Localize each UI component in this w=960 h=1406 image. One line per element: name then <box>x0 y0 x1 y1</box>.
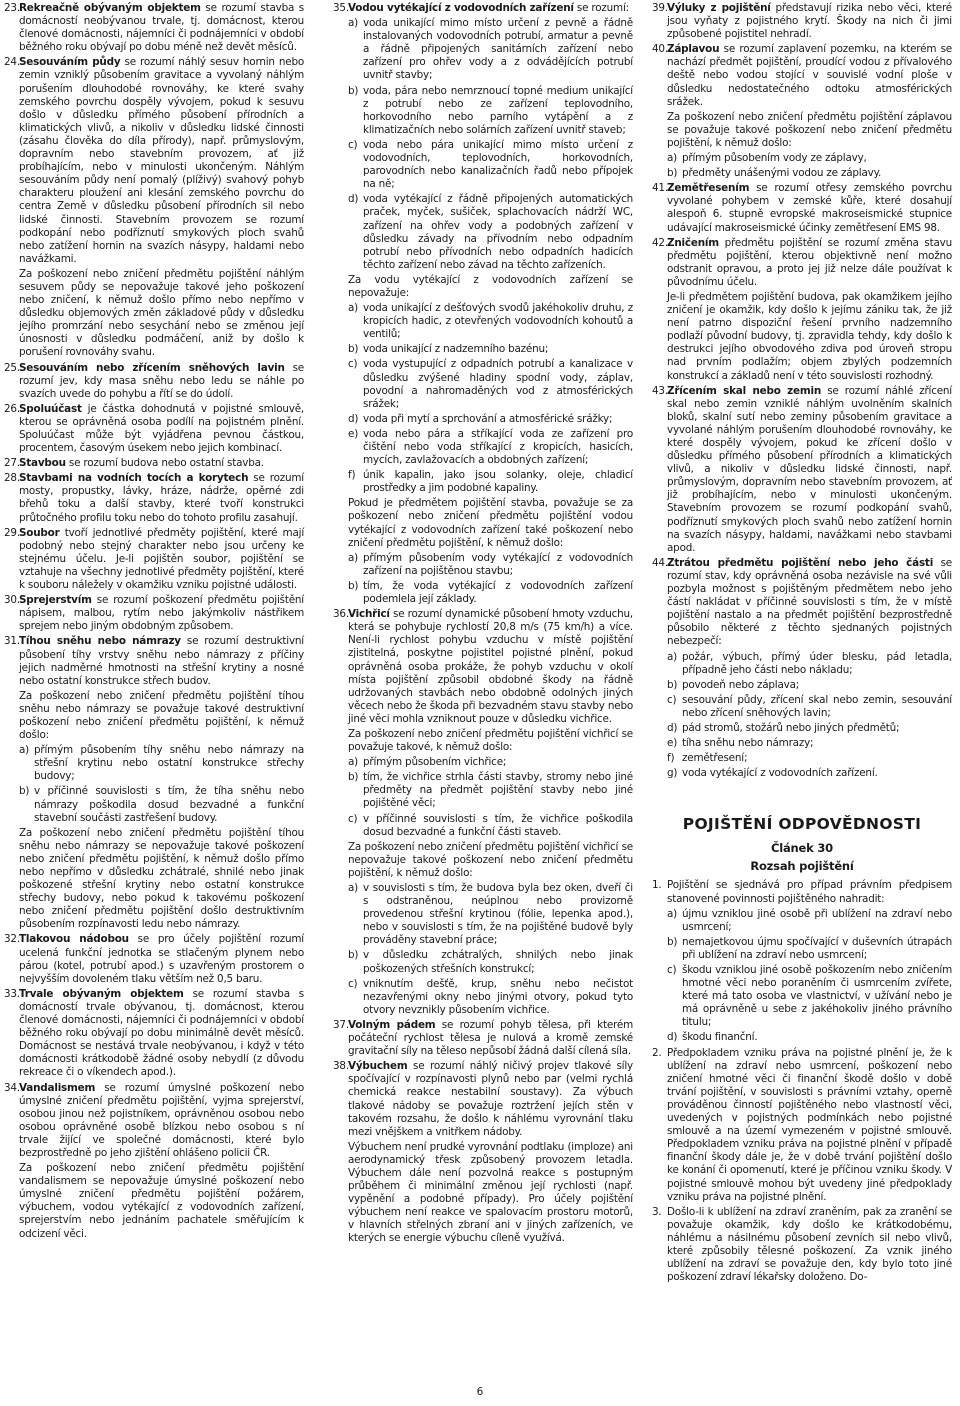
list-item <box>333 85 633 137</box>
list-item-text: škodu finanční. <box>682 1031 758 1044</box>
paragraph-text: se rozumí destruktivní působení tíhy vrstvy sněhu nebo námrazy z příčiny jejich nadměrné hmotnosti na střešní krytiny a nosné nebo ostatní konstrukce střech budov. <box>19 635 304 687</box>
list-item-text: v důsledku zchátralých, shnilých nebo jinak poškozených střešních konstrukcí; <box>363 949 633 975</box>
numbered-paragraph <box>4 457 304 470</box>
list-item-text: přímým působením tíhy sněhu nebo námrazy na střešní krytinu nebo ostatní konstrukce střechy budovy; <box>34 744 304 783</box>
list-item <box>333 771 633 810</box>
paragraph: Za poškození nebo zničení předmětu pojištění vandalismem se nepovažuje úmyslné poškození nebo úmyslné zničení předmětu pojištění požárem, výbuchem, vodou vytékající z vodovodních zařízení, sprejerstvím nebo jednáním pachatele směřujícím k odcizení věci. <box>19 1162 304 1240</box>
defined-term: Sprejerstvím <box>19 594 92 607</box>
list-item <box>652 722 952 735</box>
defined-term: Volným pádem <box>348 1018 436 1031</box>
paragraph-number: 1. <box>652 879 662 892</box>
defined-term: Výbuchem <box>348 1060 408 1073</box>
list-letter: a) <box>348 756 359 769</box>
paragraph-text: se rozumí poškození předmětu pojištění nápisem, malbou, rytím nebo jakýmkoliv nástřikem sprejem nebo jiným obdobným způsobem. <box>19 594 304 633</box>
paragraph-number: 37. <box>333 1018 349 1031</box>
paragraph-text: se rozumí otřesy zemského povrchu vyvolané pohybem v zemské kůře, které dosahují alespoň 6. stupně evropské makroseismické stupnice udávající makroseismické účinky zemětřesení EMS 98. <box>667 182 952 234</box>
list-item <box>333 580 633 606</box>
list-letter: a) <box>348 302 359 315</box>
numbered-paragraph <box>4 56 304 266</box>
list-letter: b) <box>667 167 678 180</box>
list-item <box>652 964 952 1029</box>
list-item-text: škodu vzniklou jiné osobě poškozením nebo zničením hmotné věci nebo poraněním či usmrcením zvířete, které má tato osoba ve vlastnictví, v užívání nebo je má oprávněně u sebe z jakéhokoliv jiného právního titulu; <box>682 964 952 1029</box>
list-item <box>4 744 304 783</box>
list-item-text: únik kapalin, jako jsou solanky, oleje, chladicí prostředky a jim podobné kapaliny. <box>363 469 633 495</box>
list-item-text: přímým působením vichřice; <box>363 756 507 769</box>
page-number: 6 <box>476 1386 484 1398</box>
paragraph: Za poškození nebo zničení předmětu pojištění vichřicí se považuje takové, k němuž došlo: <box>348 727 633 754</box>
list-item <box>652 908 952 934</box>
numbered-paragraph <box>652 1047 952 1204</box>
paragraph-number: 41. <box>652 182 668 195</box>
numbered-paragraph <box>652 1206 952 1285</box>
list-item <box>652 936 952 962</box>
list-item <box>652 1031 952 1044</box>
article-number: Článek 30 <box>771 841 833 856</box>
list-letter: c) <box>667 964 677 976</box>
paragraph-number: 39. <box>652 2 668 14</box>
list-letter: a) <box>348 17 359 30</box>
list-letter: d) <box>348 193 359 206</box>
list-item-text: voda vytékající z řádně připojených automatických praček, myček, sušiček, splachovacích nádrží WC, zařízení na ohřev vody a podobných zařízení v důsledku závady na přívodním nebo odpadním potrubí nebo přívodních nebo odpadních hadicích těchto zařízení nebo závad na těchto zařízeních. <box>363 193 633 271</box>
list-item-text: voda vystupující z odpadních potrubí a kanalizace v důsledku zvýšené hladiny spodní vody, záplav, povodní a nahromaděných vod z atmosférických srážek; <box>363 358 633 410</box>
paragraph-text: se rozumí: <box>573 2 629 14</box>
list-letter: c) <box>348 358 358 371</box>
list-item <box>333 193 633 272</box>
paragraph-text: Předpokladem vzniku práva na pojistné plnění je, že k ublížení na zdraví nebo usmrcení, poškození nebo zničení hmotné věci či finanční škodě došlo v době trvání pojištění, v souvislosti s právními vztahy, operně prováděnou činností pojištěného nebo vlastností věci, uvedených v pojistných podmínkách nebo pojistné smlouvě a na území vymezeném v pojistné smlouvě. Předpokladem vzniku práva na pojistné plnění v případě finanční škody dále je, že v době trvání pojištění došlo ke konání či opomenutí, které je příčinou vzniku škody. V pojistné smlouvě mohou být uvedeny jiné předpoklady vzniku práva na pojistné plnění. <box>667 1046 952 1203</box>
numbered-paragraph <box>4 362 304 401</box>
defined-term: Tíhou sněhu nebo námrazy <box>19 635 181 648</box>
paragraph-text: se rozumí stavba s domácností neobývanou trvale, tj. domácnost, kterou členové domácnosti, nájemníci či podnájemníci v období běžného roku obývají po dobu méně než devět měsíců. <box>19 2 304 54</box>
defined-term: Zničením <box>667 236 719 249</box>
list-item-text: sesouvání půdy, zřícení skal nebo zemin, sesouvání nebo zřícení sněhových lavin; <box>682 693 952 719</box>
list-item <box>333 949 633 975</box>
list-item <box>333 17 633 82</box>
list-letter: a) <box>667 152 678 165</box>
document-page <box>4 2 952 1382</box>
list-letter: a) <box>667 650 678 663</box>
paragraph: Za poškození nebo zničení předmětu pojištění tíhou sněhu nebo námrazy se považuje takové destruktivní poškození nebo zničení předmětu pojištění, k němuž došlo: <box>19 689 304 742</box>
paragraph-text: se rozumí budova nebo ostatní stavba. <box>65 457 264 470</box>
list-item <box>652 767 952 780</box>
list-letter: e) <box>667 737 678 750</box>
list-item <box>652 694 952 720</box>
numbered-paragraph <box>4 988 304 1080</box>
paragraph-number: 43. <box>652 384 668 397</box>
list-item <box>333 978 633 1017</box>
numbered-paragraph <box>4 594 304 633</box>
numbered-paragraph <box>333 2 633 15</box>
list-item-text: povodeň nebo záplava; <box>682 678 800 691</box>
paragraph-number: 27. <box>4 457 20 470</box>
list-letter: b) <box>19 785 30 798</box>
list-item <box>652 752 952 765</box>
list-letter: f) <box>348 469 356 482</box>
defined-term: Soubor <box>19 526 60 539</box>
list-item-text: přímým působením vody vytékající z vodovodních zařízení na pojištěnou stavbu; <box>363 551 633 577</box>
paragraph-number: 33. <box>4 987 20 1000</box>
numbered-paragraph <box>4 1082 304 1161</box>
defined-term: Zřícením skal nebo zemin <box>667 384 822 397</box>
paragraph-text: se rozumí pohyb tělesa, při kterém počáteční rychlost tělesa je nulová a kromě zemské gravitační síly na těleso nepůsobí žádná další cílená síla. <box>348 1018 633 1058</box>
list-item <box>333 552 633 578</box>
paragraph-text: se rozumí náhlý ničivý projev tlakové síly spočívající v rozpínavosti plynů nebo par (velmi rychlá chemická reakce nestabilní soustavy). Za výbuch tlakové nádoby se považuje roztržení jejích stěn v takovém rozsahu, že došlo k náhlému vyrovnání tlaku mezi vnějškem a vnitřkem nádoby. <box>348 1060 633 1138</box>
list-letter: a) <box>348 551 359 564</box>
numbered-paragraph <box>652 2 952 41</box>
paragraph-text: předmětu pojištění se rozumí změna stavu předmětu pojištění, kterou objektivně není možno odstranit opravou, a proto jej již nelze dále používat k původnímu účelu. <box>667 236 952 288</box>
defined-term: Zemětřesením <box>667 182 750 195</box>
list-letter: b) <box>667 678 678 691</box>
numbered-paragraph <box>652 182 952 234</box>
list-item-text: voda unikající z nadzemního bazénu; <box>363 343 549 356</box>
list-letter: b) <box>667 935 678 948</box>
list-item <box>652 167 952 180</box>
paragraph-text: je částka dohodnutá v pojistné smlouvě, kterou se oprávněná osoba podílí na pojistném plnění. Spoluúčast může být vyjádřena pevnou částkou, procentem, časovým úsekem nebo jejich kombinací. <box>19 402 304 455</box>
defined-term: Stavbami na vodních tocích a korytech <box>19 472 249 485</box>
defined-term: Záplavou <box>667 43 720 56</box>
paragraph-number: 26. <box>4 402 20 415</box>
paragraph: Je-li předmětem pojištění budova, pak okamžikem jejího zničení je okamžik, kdy došlo k jejímu zániku tak, že již není patrno dispoziční řešení prvního nadzemního podlaží původní budovy, tj. zpravidla tehdy, kdy došlo k destrukci jejího obvodového zdiva pod úroveň stropu nad prvním podlažím; objem zbylých podzemních konstrukcí a základů není v této souvislosti rozhodný. <box>667 290 952 382</box>
list-item-text: tíha sněhu nebo námrazy; <box>682 737 814 750</box>
list-item <box>333 343 633 356</box>
defined-term: Vodou vytékající z vodovodních zařízení <box>348 2 574 14</box>
numbered-paragraph <box>4 2 304 54</box>
list-letter: a) <box>667 907 678 920</box>
numbered-paragraph <box>4 472 304 524</box>
list-item-text: zemětřesení; <box>682 752 748 765</box>
list-letter: b) <box>348 771 359 784</box>
paragraph-text: se pro účely pojištění rozumí ucelená funkční jednotka se stlačeným plynem nebo párou (kotel, potrubí apod.) s uzavřeným prostorem o nejvyšším dovoleném tlaku větším než 0,5 baru. <box>19 933 304 985</box>
paragraph: Za vodu vytékající z vodovodních zařízení se nepovažuje: <box>348 273 633 299</box>
list-item-text: přímým působením vody ze záplavy, <box>682 152 867 165</box>
defined-term: Tlakovou nádobou <box>19 933 129 946</box>
paragraph-number: 42. <box>652 236 668 249</box>
defined-term: Stavbou <box>19 457 66 470</box>
paragraph-number: 32. <box>4 933 20 946</box>
numbered-paragraph <box>333 608 633 726</box>
list-item <box>333 428 633 467</box>
column-right <box>652 2 952 1286</box>
numbered-paragraph <box>4 635 304 687</box>
article-title: Rozsah pojištění <box>750 859 854 874</box>
list-letter: d) <box>667 1031 678 1044</box>
paragraph-text: Došlo-li k ublížení na zdraví zraněním, pak za zranění se považuje okamžik, kdy došlo ke krátkodobému, náhlému a násilnému působení zevních sil nebo vlivů, které způsobily tělesné poškození. Za vznik jiného ublížení na zdraví se považuje den, kdy bylo toto jiné poškození zdraví lékařsky doloženo. Do- <box>667 1205 952 1284</box>
list-item-text: voda vytékající z vodovodních zařízení. <box>682 767 878 780</box>
paragraph-number: 34. <box>4 1081 20 1094</box>
list-item-text: újmu vzniklou jiné osobě při ublížení na zdraví nebo usmrcení; <box>682 907 952 933</box>
numbered-paragraph <box>652 385 952 555</box>
section-title: POJIŠTĚNÍ ODPOVĚDNOSTI <box>682 815 922 834</box>
paragraph-text: se rozumí náhlé zřícení skal nebo zemin vzniklé náhlým uvolněním skalních bloků, skalní sutí nebo zeminy působením gravitace a vyvolané náhlým porušením dlouhodobé rovnováhy, ke které dospěly vývojem, pokud ke zřícení došlo v důsledku přímého působení přírodních a klimatických vlivů, a nikoliv v důsledku lidské činnosti, např. průmyslovým, dopravním nebo stavebním provozem, ať již probíhajícím, nebo v minulosti ukončeným. Stavebním provozem se rozumí podkopání svahů, podříznutí smykových ploch svahů nebo zatížení hornin na svazích násypy, haldami, navážkami nebo stavbami apod. <box>667 384 952 554</box>
defined-term: Vandalismem <box>19 1081 96 1094</box>
paragraph-text: se rozumí dynamické působení hmoty vzduchu, která se pohybuje rychlostí 20,8 m/s (75 km/h) a více. Není-li rychlost pohybu vzduchu v místě pojištění zjistitelná, poskytne pojistitel pojistné plnění, pokud oprávněná osoba prokáže, že pohyb vzduchu v okolí místa pojištění způsobil obdobné škody na řádně udržovaných stavbách nebo obdobně odolných jiných věcech nebo že škoda při bezvadném stavu stavby nebo jiné věci mohla vzniknout pouze v důsledku vichřice. <box>348 608 633 725</box>
defined-term: Sesouváním nebo zřícením sněhových lavin <box>19 361 285 374</box>
column-left <box>4 2 304 1243</box>
paragraph-number: 36. <box>333 608 349 621</box>
column-middle <box>333 2 633 1248</box>
defined-term: Trvale obývaným objektem <box>19 987 184 1000</box>
paragraph-number: 40. <box>652 43 668 56</box>
list-item-text: voda nebo pára unikající mimo místo určení z vodovodních, teplovodních, horkovodních, parovodních nebo kanalizačních řadů nebo přípojek na ně; <box>363 138 633 191</box>
list-letter: a) <box>348 882 359 894</box>
list-item-text: tím, že voda vytékající z vodovodních zařízení podemlela její základy. <box>363 579 633 606</box>
numbered-paragraph <box>4 933 304 985</box>
paragraph: Výbuchem není prudké vyrovnání podtlaku (implozе) ani aerodynamický třesk způsobený provozem letadla. Výbuchem dále není pozvolná reakce s postupným průběhem či minimální změnou její rychlosti (např. vypěnění a podobné případy). Pro účely pojištění výbuchem není reakce ve spalovacím prostoru motorů, v hlavních střelných zbraní ani v jiných zařízeních, ve kterých se energie výbuchu cíleně využívá. <box>348 1140 633 1245</box>
list-letter: c) <box>667 693 677 706</box>
list-item-text: v příčinné souvislosti s tím, že tíha sněhu nebo námrazy poškodila dosud bezvadné a funkční stavební součásti zastřešení budovy. <box>34 785 304 824</box>
list-item-text: voda unikající z dešťových svodů jakéhokoliv druhu, z kropicích hadic, z otevřených vodovodních kohoutů a ventilů; <box>363 302 633 341</box>
list-item-text: tím, že vichřice strhla části stavby, stromy nebo jiné předměty na předmět pojištění stavby nebo jiné pojištěné věci; <box>363 771 633 810</box>
numbered-paragraph <box>652 43 952 108</box>
list-item <box>4 785 304 824</box>
list-item-text: požár, výbuch, přímý úder blesku, pád letadla, případně jeho části nebo nákladu; <box>682 650 952 676</box>
numbered-paragraph <box>652 879 952 905</box>
list-item <box>333 302 633 341</box>
numbered-paragraph <box>4 403 304 455</box>
list-item <box>333 413 633 426</box>
list-item-text: v příčinné souvislosti s tím, že vichřice poškodila dosud bezvadné a funkční části staveb. <box>363 812 633 838</box>
defined-term: Rekreačně obývaným objektem <box>19 2 201 14</box>
paragraph-text: se rozumí jev, kdy masa sněhu nebo ledu se náhle po svazích uvede do pohybu a řítí se do údolí. <box>19 361 304 400</box>
paragraph: Pokud je předmětem pojištění stavba, považuje se za poškození nebo zničení předmětu pojištění vodou vytékající z vodovodních zařízení také poškození nebo zničení předmětu pojištění, k němuž došlo: <box>348 497 633 549</box>
paragraph-number: 38. <box>333 1060 349 1073</box>
list-item <box>333 882 633 947</box>
numbered-paragraph <box>652 557 952 649</box>
paragraph-text: se rozumí zaplavení pozemku, na kterém se nachází předmět pojištění, proudící vodou z přívalového deště nebo vodou stojící v souvislé vodní ploše v důsledku nedostatečného odtoku atmosférických srážek. <box>667 43 952 108</box>
paragraph-text: představují rizika nebo věci, které jsou vyňaty z pojistného krytí. Škody na nich či jimi způsobené pojistitel nehradí. <box>667 2 952 41</box>
list-letter: b) <box>348 579 359 592</box>
paragraph-number: 24. <box>4 56 20 69</box>
list-item <box>333 139 633 191</box>
definitions-continued <box>652 2 952 780</box>
list-item-text: pád stromů, stožárů nebo jiných předmětů; <box>682 721 900 734</box>
paragraph-text: se rozumí stavba s domácností trvale obývanou, tj. domácnost, kterou členové domácnosti, nájemníci či podnájemníci v období běžného roku obývají po dobu minimálně devět měsíců. Domácnost se nestává trvale neobývanou, i když v této domácnosti krátkodobě žádné osoby nebydlí (z důvodu rekreace či o víkendech apod.). <box>19 987 305 1079</box>
defined-term: Ztrátou předmětu pojištění nebo jeho části <box>667 556 934 569</box>
list-letter: b) <box>348 343 359 356</box>
paragraph-number: 2. <box>652 1046 662 1059</box>
list-item <box>652 651 952 677</box>
list-letter: e) <box>348 427 359 440</box>
paragraph-number: 23. <box>4 2 20 14</box>
list-letter: b) <box>348 84 359 97</box>
paragraph-number: 35. <box>333 2 349 14</box>
paragraph-text: se rozumí úmyslné poškození nebo úmyslné zničení předmětu pojištění, vyjma sprejerství, osobou jinou než pojistníkem, oprávněnou osobou nebo osobou oprávněné osobě blízkou nebo osobou s ní trvale žijící ve společné domácnosti, které bylo bezprostředně po jeho zjištění ohlášeno policii ČR. <box>19 1081 304 1159</box>
list-item-text: v souvislosti s tím, že budova byla bez oken, dveří či s odstraněnou, neúplnou nebo provizorně provedenou střešní krytinou (fólie, lepenka apod.), nebo v souvislosti s tím, že na pojištěné budově byly prováděny stavební práce; <box>363 882 633 947</box>
list-item <box>333 469 633 495</box>
numbered-paragraph <box>652 237 952 289</box>
list-item-text: voda, pára nebo nemrznoucí topné medium unikající z potrubí nebo ze zařízení teplovodního, horkovodního nebo parního vytápění a z klimatizačních nebo solárních zařízení uvnitř staveb; <box>363 84 633 136</box>
list-item <box>652 737 952 750</box>
list-letter: a) <box>19 744 30 757</box>
list-item-text: voda při mytí a sprchování a atmosférické srážky; <box>363 412 613 425</box>
list-item-text: voda unikající mimo místo určení z pevně a řádně instalovaných vodovodních potrubí, armatur a pevně a řádně připojených sanitárních zařízení nebo zařízení pro ohřev vody a z odvádějících potrubí uvnitř stavby; <box>363 17 633 82</box>
list-letter: d) <box>667 721 678 734</box>
defined-term: Sesouváním půdy <box>19 56 121 69</box>
paragraph-text: se rozumí mosty, propustky, lávky, hráze, nádrže, opěrné zdi břehů toku a další stavby, které tvoří konstrukci průtočného profilu toku nebo do tohoto profilu zasahují. <box>19 472 304 524</box>
paragraph: Za poškození nebo zničení předmětu pojištění vichřicí se nepovažuje takové poškození nebo zničení předmětu pojištění, k němuž došlo: <box>348 840 633 879</box>
paragraph: Za poškození nebo zničení předmětu pojištění záplavou se považuje takové poškození nebo zničení předmětu pojištění, k němuž došlo: <box>667 110 952 149</box>
list-letter: c) <box>348 812 358 825</box>
list-item-text: vniknutím dešťě, krup, sněhu nebo nečistot nezavřenými okny nebo jinými otvory, pokud tyto otvory nevznikly působením vichřice. <box>363 977 633 1016</box>
defined-term: Výluky z pojištění <box>667 2 771 14</box>
list-item <box>652 679 952 692</box>
numbered-paragraph <box>333 1060 633 1139</box>
list-item <box>652 152 952 165</box>
paragraph-number: 3. <box>652 1205 662 1218</box>
list-letter: g) <box>667 767 678 780</box>
paragraph-text: se rozumí stav, kdy oprávněná osoba nezávisle na své vůli pozbyla možnost s pojištěným předmětem nebo jeho částí nakládat v příčinné souvislosti s tím, že v místě pojištění nastalo a na předmět pojištění bezprostředně působilo některé z těchto sjednaných pojistných nebezpečí: <box>667 556 952 648</box>
list-item <box>333 756 633 769</box>
numbered-paragraph <box>333 1019 633 1058</box>
list-letter: c) <box>348 138 358 151</box>
defined-term: Vichřicí <box>348 608 390 621</box>
list-letter: f) <box>667 752 675 765</box>
paragraph-text: tvoří jednotlivé předměty pojištění, které mají podobný nebo stejný charakter nebo jsou určeny ke stejnému účelu. Je-li pojištěn soubor, pojištění se vztahuje na všechny jednotlivé předměty pojištění, které k souboru náležely v okamžiku vzniku pojistné události. <box>19 526 304 592</box>
list-letter: c) <box>348 977 358 990</box>
list-item <box>333 813 633 839</box>
list-item-text: nemajetkovou újmu spočívající v duševních útrapách při ublížení na zdraví nebo usmrcení; <box>682 935 952 961</box>
paragraph-number: 30. <box>4 594 20 607</box>
list-item-text: voda nebo pára a stříkající voda ze zařízení pro čištění nebo voda stříkající z kropicích, hasicích, mycích, zavlažovacích a obdobných zařízení; <box>363 427 633 467</box>
paragraph-text: se rozumí náhlý sesuv hornin nebo zemin vzniklý působením gravitace a vyvolaný náhlým porušením dlouhodobé rovnováhy, ke které svahy zemského povrchu dospěly vývojem, pokud k sesuvu došlo v důsledku přímého působení přírodních a klimatických vlivů, a nikoliv v důsledku lidské činnosti (zásahu člověka do díla přírody), např. průmyslovým, dopravním nebo stavebním provozem, ať již probíhajícím, nebo v minulosti ukončeným. Náhlým sesouváním půdy není pomalý (plíživý) svahový pohyb charakteru ploužení ani klesání zemského povrchu do centra Země v důsledku působení přírodních sil nebo lidské činnosti. Stavebním provozem se rozumí podkopání nebo podříznutí smykových ploch svahů nebo zatížení hornin na svazích násypy, haldami nebo navážkami. <box>19 56 304 265</box>
paragraph-text: Pojištění se sjednává pro případ právním předpisem stanovené povinnosti pojištěného nahradit: <box>667 879 952 905</box>
article-30-clauses <box>652 879 952 1284</box>
paragraph-number: 29. <box>4 526 20 539</box>
paragraph: Za poškození nebo zničení předmětu pojištění náhlým sesuvem půdy se nepovažuje takové jeho poškození nebo zničení, k němuž došlo přímo nebo nepřímo v důsledku objemových změn základové půdy v důsledku jejího promrzání nebo sesychání nebo se změnou její únosnosti v důsledku podmáčení, aniž by došlo k porušení rovnováhy svahu. <box>19 267 304 359</box>
list-letter: b) <box>348 949 359 962</box>
paragraph-number: 28. <box>4 472 20 485</box>
paragraph-number: 31. <box>4 635 20 648</box>
list-item <box>333 358 633 410</box>
numbered-paragraph <box>4 527 304 592</box>
paragraph-number: 25. <box>4 361 20 374</box>
defined-term: Spoluúčast <box>19 402 82 415</box>
paragraph: Za poškození nebo zničení předmětu pojištění tíhou sněhu nebo námrazy se nepovažuje takové poškození nebo zničení předmětu pojištění, k němuž došlo přímo nebo nepřímo v důsledku zchátralé, shnilé nebo jinak poškozené střešní krytiny nebo ostatní konstrukce střechy budovy, nebo pokud k takovému poškození nebo zničení předmětu pojištění došlo destruktivním působením rozpínavosti ledu nebo námrazy. <box>19 826 304 931</box>
list-item-text: předměty unášenými vodou ze záplavy. <box>682 167 882 180</box>
list-letter: d) <box>348 412 359 425</box>
paragraph-number: 44. <box>652 556 668 569</box>
